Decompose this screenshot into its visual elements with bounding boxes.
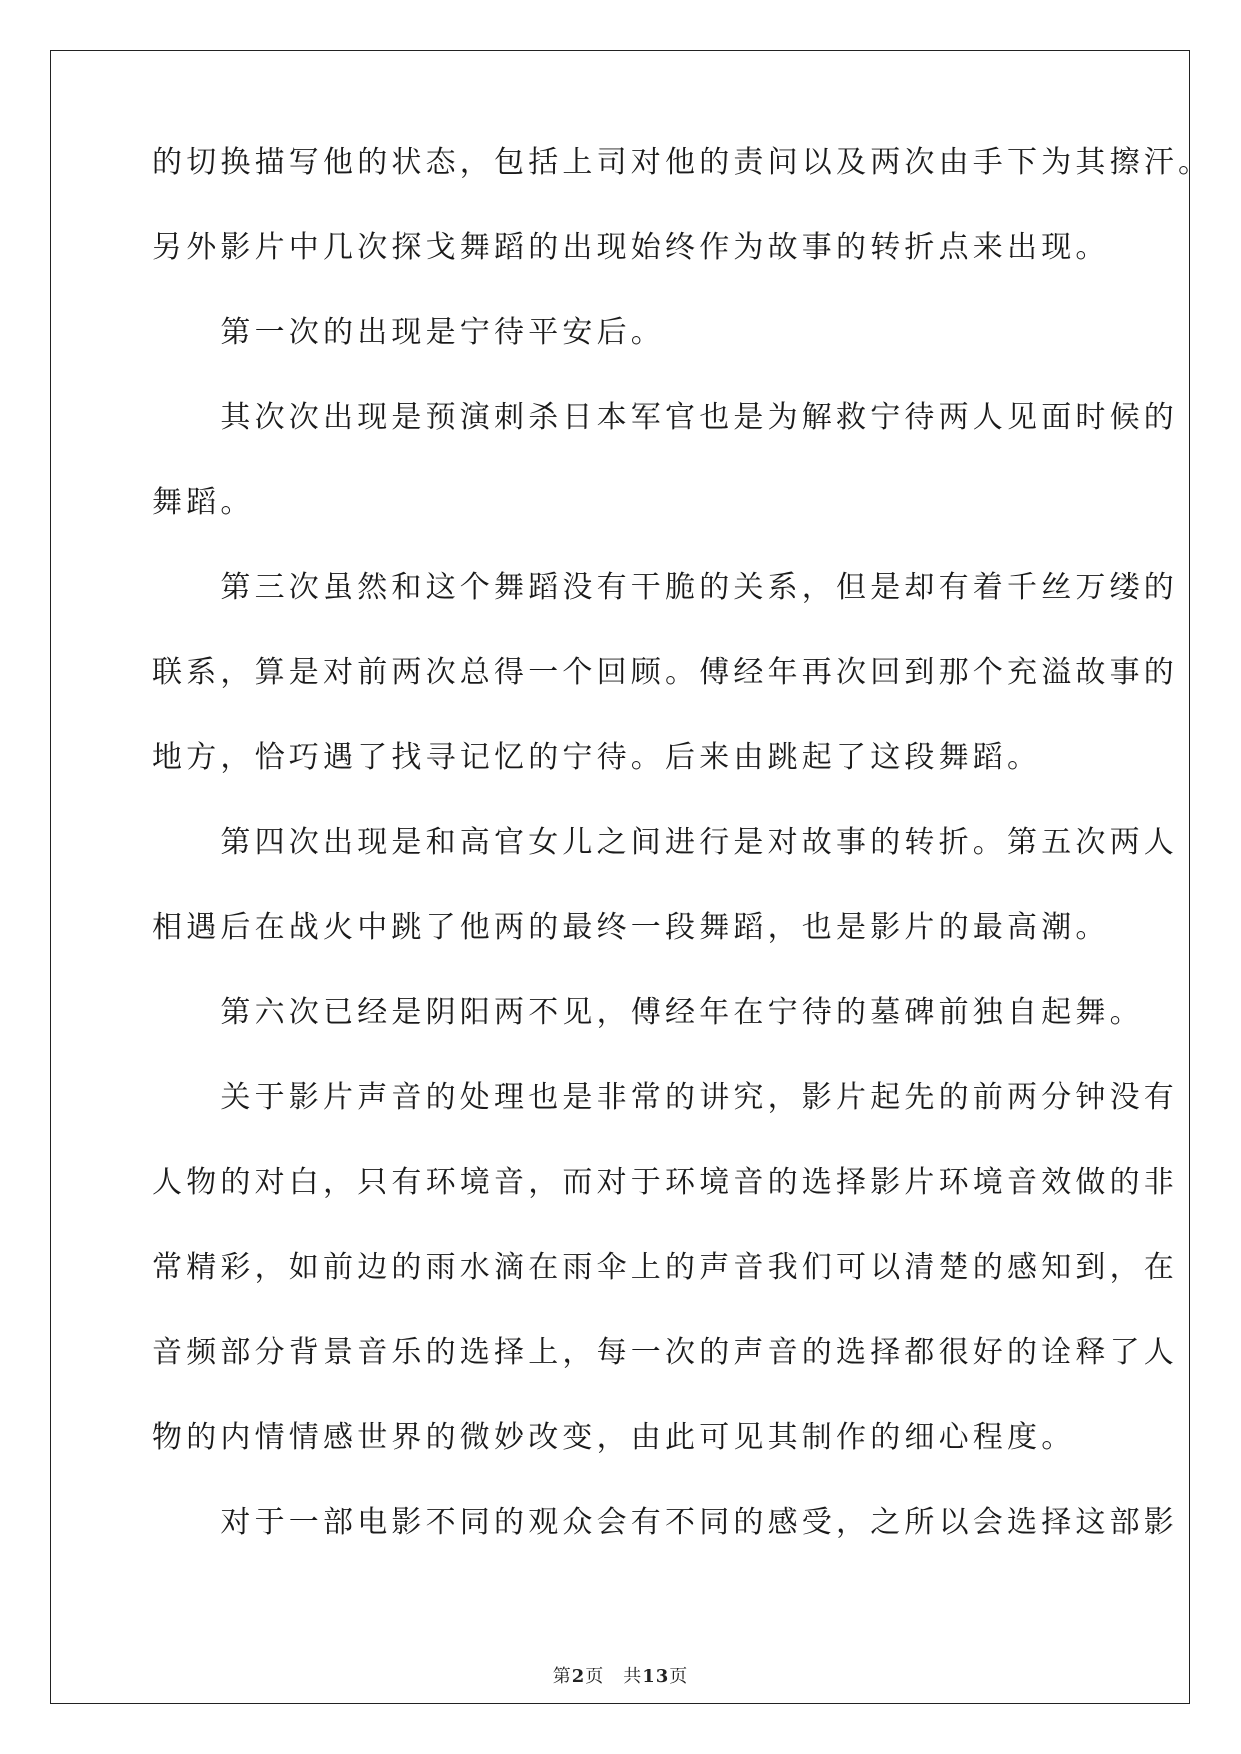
total-page-count: 13 [642,1666,670,1687]
current-page-number: 2 [571,1666,586,1687]
text-line: 相遇后在战火中跳了他两的最终一段舞蹈，也是影片的最高潮。 [152,910,1110,945]
text-line: 第一次的出现是宁待平安后。 [152,315,665,350]
text-line: 常精彩，如前边的雨水滴在雨伞上的声音我们可以清楚的感知到，在 [152,1250,1178,1285]
text-line: 对于一部电影不同的观众会有不同的感受，之所以会选择这部影 [152,1505,1178,1540]
text-line: 人物的对白，只有环境音，而对于环境音的选择影片环境音效做的非 [152,1165,1178,1200]
text-line: 关于影片声音的处理也是非常的讲究，影片起先的前两分钟没有 [152,1080,1178,1115]
text-line: 第四次出现是和高官女儿之间进行是对故事的转折。第五次两人 [152,825,1178,860]
page-footer [0,1662,1241,1688]
text-line: 地方，恰巧遇了找寻记忆的宁待。后来由跳起了这段舞蹈。 [152,740,1042,775]
page-border [50,50,1190,1704]
footer-suffix: 页 [669,1666,689,1687]
text-line: 第六次已经是阴阳两不见，傅经年在宁待的墓碑前独自起舞。 [152,995,1144,1030]
text-line: 其次次出现是预演刺杀日本军官也是为解救宁待两人见面时候的 [152,400,1178,435]
text-line: 舞蹈。 [152,485,255,520]
text-line: 联系，算是对前两次总得一个回顾。傅经年再次回到那个充溢故事的 [152,655,1178,690]
text-line: 的切换描写他的状态，包括上司对他的责问以及两次由手下为其擦汗。 [152,145,1213,180]
text-line: 第三次虽然和这个舞蹈没有干脆的关系，但是却有着千丝万缕的 [152,570,1178,605]
footer-mid: 页 共 [585,1666,643,1687]
footer-prefix: 第 [552,1666,572,1687]
text-line: 音频部分背景音乐的选择上，每一次的声音的选择都很好的诠释了人 [152,1335,1178,1370]
text-line: 物的内情情感世界的微妙改变，由此可见其制作的细心程度。 [152,1420,1076,1455]
text-line: 另外影片中几次探戈舞蹈的出现始终作为故事的转折点来出现。 [152,230,1110,265]
